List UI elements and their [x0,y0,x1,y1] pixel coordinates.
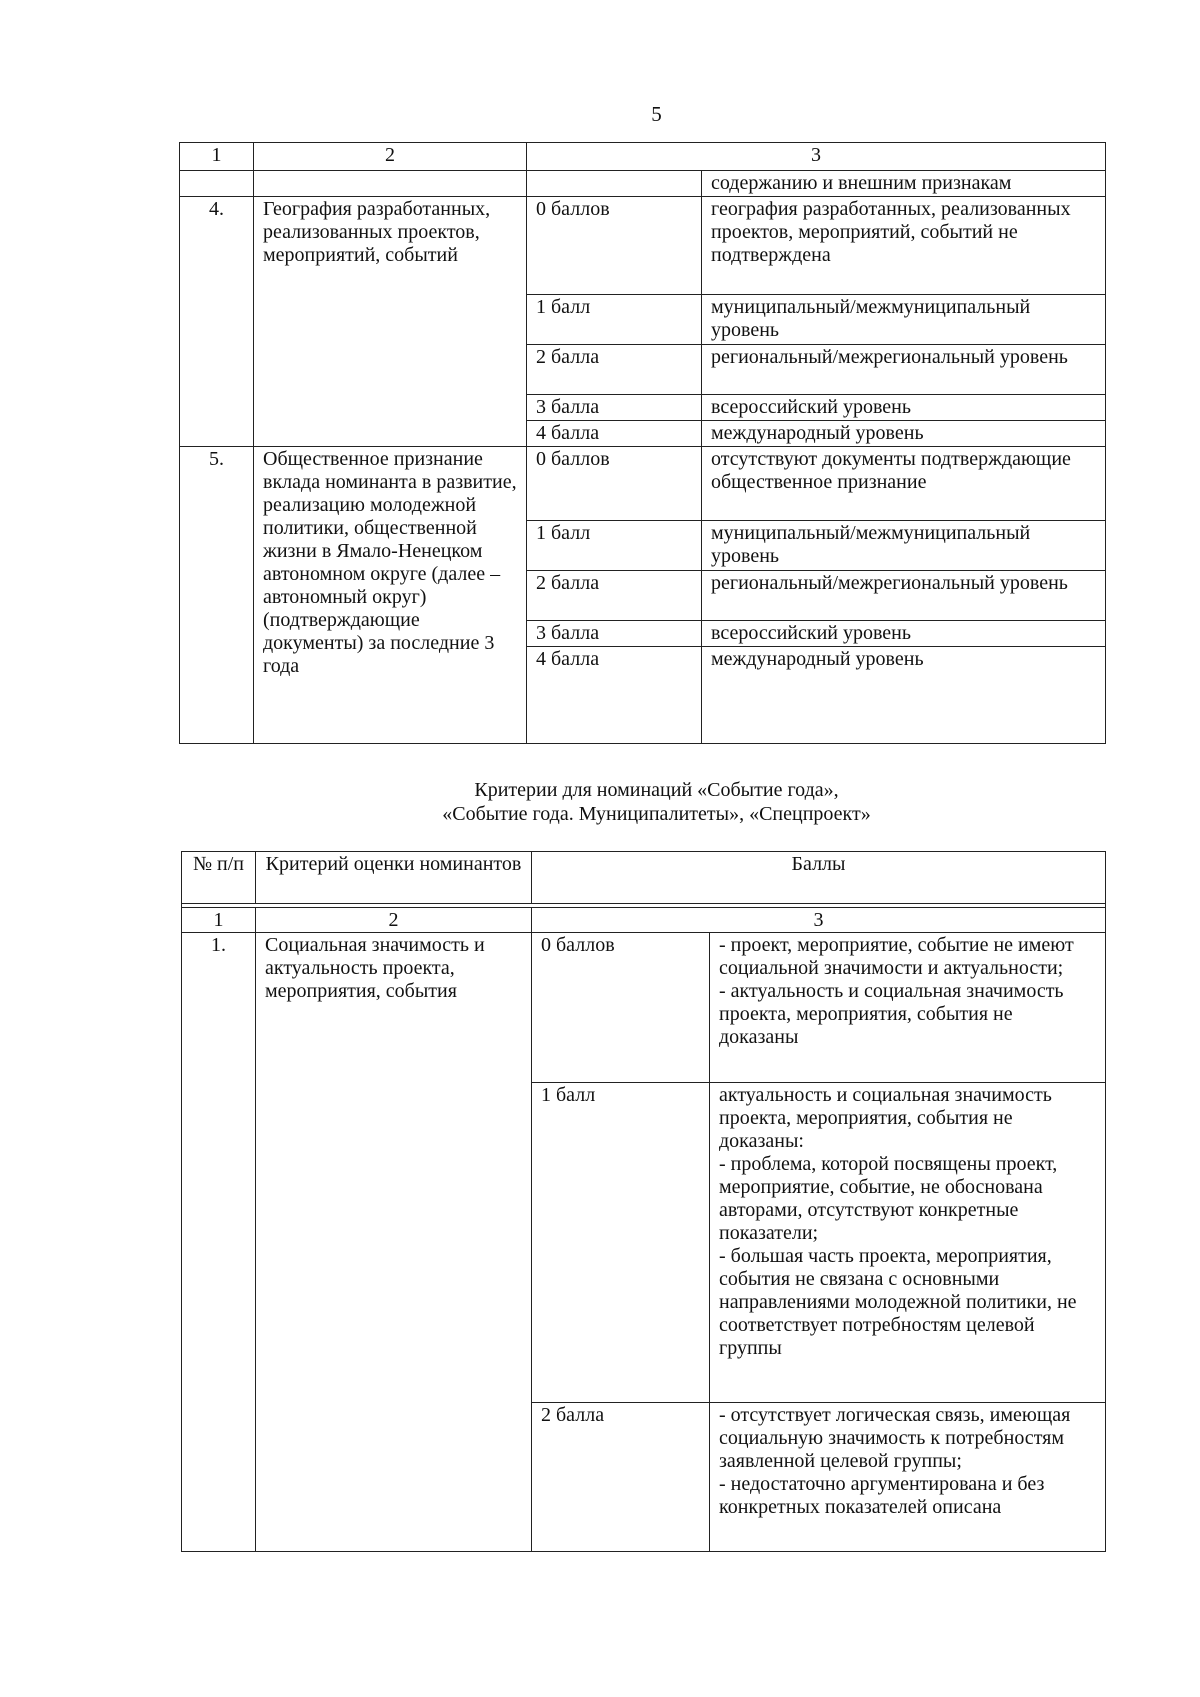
grade-description: содержанию и внешним признакам [702,171,1106,197]
column-heading-criterion: Критерий оценки номинантов [256,852,532,904]
grade-description: всероссийский уровень [702,621,1106,647]
grade-description: региональный/межрегиональный уровень [702,345,1106,395]
grade-score: 3 балла [527,621,702,647]
grade-description: - отсутствует логическая связь, имеющая социальную значимость к потребностям заявленной целевой группы; - недостаточно аргументирована и без конкретных показателей описана [710,1403,1106,1552]
grade-description: муниципальный/межмуниципальный уровень [702,295,1106,345]
grade-score: 0 баллов [527,447,702,521]
row-number: 1. [182,933,256,1552]
column-number: 2 [254,143,527,171]
table-head-row [182,852,1106,904]
criterion-name: География разработанных, реализованных проектов, мероприятий, событий [254,197,527,447]
grade-score: 2 балла [532,1403,710,1552]
criterion-name: Общественное признание вклада номинанта в развитие, реализацию молодежной политики, общественной жизни в Ямало-Ненецком автономном округе (далее – автономный округ) (подтверждающие документы) за последние 3 года [254,447,527,744]
grade-description: всероссийский уровень [702,395,1106,421]
grade-score: 1 балл [532,1083,710,1403]
grade-description: международный уровень [702,647,1106,744]
grade-score: 1 балл [527,295,702,345]
row-number: 4. [180,197,254,447]
grade-score: 4 балла [527,647,702,744]
grade-description: - проект, мероприятие, событие не имеют социальной значимости и актуальности; - актуальность и социальная значимость проекта, мероприятия, события не доказаны [710,933,1106,1083]
grade-description: региональный/межрегиональный уровень [702,571,1106,621]
column-number: 1 [180,143,254,171]
table-row [180,171,1106,197]
criteria-table [181,851,1106,1552]
row-number: 5. [180,447,254,744]
grade-score: 0 баллов [532,933,710,1083]
grade-description: актуальность и социальная значимость проекта, мероприятия, события не доказаны: - проблема, которой посвящены проект, мероприятие, событие, не обоснована авторами, отсутствуют конкретные показатели; - большая часть проекта, мероприятия, события не связана с основными направлениями молодежной политики, не соответствует потребностям целевой группы [710,1083,1106,1403]
grade-description: муниципальный/межмуниципальный уровень [702,521,1106,571]
column-heading-number: № п/п [182,852,256,904]
grade-score: 4 балла [527,421,702,447]
grade-description: международный уровень [702,421,1106,447]
section-title-line-2: «Событие года. Муниципалитеты», «Спецпроект» [442,803,871,825]
grade-score: 2 балла [527,345,702,395]
column-number: 2 [256,908,532,933]
table-header-row [180,143,1106,171]
grade-score: 0 баллов [527,197,702,295]
grade-score: 2 балла [527,571,702,621]
table-row [182,933,1106,1083]
table-row [180,447,1106,521]
table-row [180,197,1106,295]
grade-score: 3 балла [527,395,702,421]
grade-description: география разработанных, реализованных проектов, мероприятий, событий не подтверждена [702,197,1106,295]
column-heading-points: Баллы [532,852,1106,904]
grade-score: 1 балл [527,521,702,571]
criterion-name: Социальная значимость и актуальность проекта, мероприятия, события [256,933,532,1552]
column-number-row [182,908,1106,933]
section-title-line-1: Критерии для номинаций «Событие года», [474,779,839,801]
column-number: 3 [527,143,1106,171]
grade-description: отсутствуют документы подтверждающие общественное признание [702,447,1106,521]
criteria-table-continued [179,142,1106,744]
column-number: 3 [532,908,1106,933]
page-number: 5 [651,102,662,126]
column-number: 1 [182,908,256,933]
